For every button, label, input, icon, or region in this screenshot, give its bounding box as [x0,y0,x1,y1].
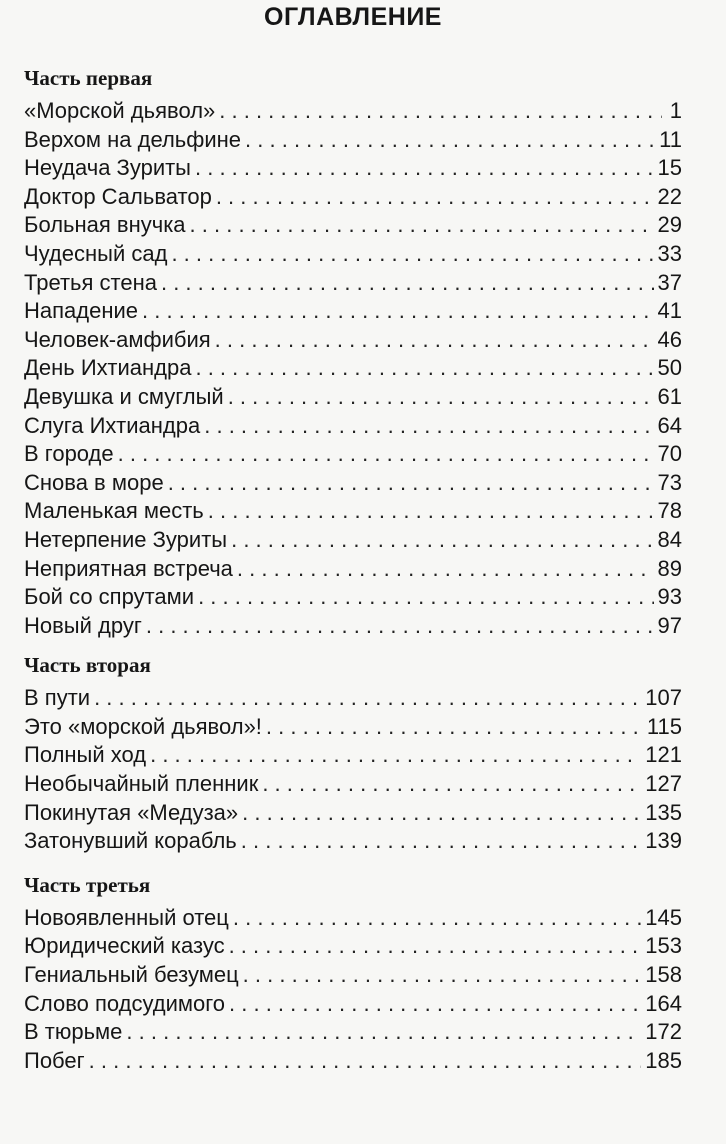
chapter-title: Слово подсудимого [24,990,226,1016]
page-number: 1 [669,98,682,123]
chapter-title: Девушка и смуглый [24,383,224,409]
dot-leader [215,326,654,355]
chapter-title: Необычайный пленник [24,771,259,797]
page-number: 33 [657,240,682,266]
dot-leader [89,1047,642,1076]
page-number: 41 [657,298,682,324]
dot-leader [241,827,642,856]
toc-entry[interactable] [24,469,682,498]
toc-entry-group [24,684,682,856]
chapter-title: Человек-амфибия [24,326,211,352]
dot-leader [242,799,641,828]
page-number: 29 [657,212,682,238]
dot-leader [219,97,662,126]
toc-entry[interactable] [24,961,682,990]
chapter-title: Гениальный безумец [24,962,239,988]
page-number: 89 [657,555,682,581]
dot-leader [195,354,653,383]
toc-entry-group [24,97,682,640]
page-number: 70 [657,441,682,467]
toc-entry[interactable] [24,741,682,770]
dot-leader [171,240,653,269]
dot-leader [208,497,654,526]
chapter-title: Снова в море [24,469,164,495]
page-number: 93 [657,584,682,610]
chapter-title: Нападение [24,298,139,324]
toc-entry[interactable] [24,440,682,469]
dot-leader [118,440,654,469]
page-number: 46 [657,326,682,352]
page-number: 185 [645,1047,682,1073]
toc-entry[interactable] [24,126,682,155]
toc-entry[interactable] [24,1018,682,1047]
chapter-title: Доктор Сальватор [24,183,212,209]
chapter-title: Новоявленный отец [24,904,229,930]
chapter-title: День Ихтиандра [24,355,192,381]
page-number: 37 [657,269,682,295]
toc-entry[interactable] [24,326,682,355]
dot-leader [146,612,654,641]
chapter-title: Затонувший корабль [24,828,237,854]
toc-entry[interactable] [24,684,682,713]
page-number: 158 [645,962,682,988]
page-number: 164 [645,990,682,1016]
toc-entry[interactable] [24,932,682,961]
chapter-title: «Морской дьявол» [24,98,216,123]
dot-leader [142,297,653,326]
chapter-title: Неудача Зуриты [24,155,191,181]
dot-leader [229,932,642,961]
page-title: ОГЛАВЛЕНИЕ [264,3,442,31]
toc-entry[interactable] [24,297,682,326]
chapter-title: Полный ход [24,742,147,768]
toc-entry[interactable] [24,555,682,584]
dot-leader [216,183,654,212]
chapter-title: Чудесный сад [24,240,168,266]
dot-leader [190,211,654,240]
dot-leader [231,526,653,555]
chapter-title: Покинутая «Медуза» [24,799,239,825]
page-number: 84 [657,526,682,552]
dot-leader [150,741,641,770]
toc-entry[interactable] [24,904,682,933]
chapter-title: В тюрьме [24,1019,123,1045]
dot-leader [237,555,654,584]
page-number: 153 [645,933,682,959]
toc-entry[interactable] [24,713,682,742]
toc-entry[interactable] [24,383,682,412]
toc-entry[interactable] [24,412,682,441]
chapter-title: Маленькая месть [24,498,204,524]
toc-entry[interactable] [24,799,682,828]
chapter-title: Бой со спрутами [24,584,195,610]
chapter-title: Нетерпение Зуриты [24,526,228,552]
toc-list [24,61,682,1075]
toc-entry[interactable] [24,827,682,856]
toc-entry[interactable] [24,526,682,555]
dot-leader [204,412,653,441]
chapter-title: В пути [24,685,91,711]
page-number: 78 [657,498,682,524]
page-number: 22 [657,183,682,209]
toc-entry[interactable] [24,154,682,183]
page-number: 139 [645,828,682,854]
page-number: 172 [645,1019,682,1045]
page-number: 73 [657,469,682,495]
dot-leader [195,154,654,183]
page-number: 145 [645,904,682,930]
toc-entry[interactable] [24,97,682,126]
dot-leader [228,383,654,412]
toc-entry-group [24,904,682,1076]
dot-leader [245,126,655,155]
page-number: 11 [659,126,682,152]
dot-leader [266,713,643,742]
page-number: 127 [645,771,682,797]
dot-leader [262,770,641,799]
chapter-title: Побег [24,1047,85,1073]
chapter-title: В городе [24,441,114,467]
dot-leader [229,990,641,1019]
part-heading: Часть вторая [24,653,151,678]
dot-leader [233,904,641,933]
chapter-title: Это «морской дьявол»! [24,713,262,739]
chapter-title: Верхом на дельфине [24,126,242,152]
page-number: 97 [657,612,682,638]
toc-entry[interactable] [24,269,682,298]
chapter-title: Неприятная встреча [24,555,233,581]
toc-entry[interactable] [24,990,682,1019]
toc-entry[interactable] [24,183,682,212]
page-number: 61 [657,383,682,409]
dot-leader [168,469,654,498]
page-number: 121 [645,742,682,768]
dot-leader [126,1018,641,1047]
chapter-title: Больная внучка [24,212,186,238]
chapter-title: Новый друг [24,612,142,638]
chapter-title: Юридический казус [24,933,225,959]
toc-entry[interactable] [24,770,682,799]
chapter-title: Третья стена [24,269,157,295]
toc-entry[interactable] [24,497,682,526]
dot-leader [198,583,653,612]
toc-entry[interactable] [24,211,682,240]
toc-entry[interactable] [24,354,682,383]
toc-entry[interactable] [24,612,682,641]
page-number: 50 [657,355,682,381]
dot-leader [243,961,642,990]
chapter-title: Слуга Ихтиандра [24,412,201,438]
dot-leader [94,684,641,713]
part-heading: Часть первая [24,66,153,90]
toc-entry[interactable] [24,583,682,612]
toc-entry[interactable] [24,1047,682,1076]
page-number: 135 [645,799,682,825]
page-number: 64 [657,412,682,438]
page-number: 15 [657,155,682,181]
toc-entry[interactable] [24,240,682,269]
dot-leader [161,269,654,298]
part-heading: Часть третья [24,872,151,897]
page-number: 115 [646,713,682,739]
page-number: 107 [645,685,682,711]
